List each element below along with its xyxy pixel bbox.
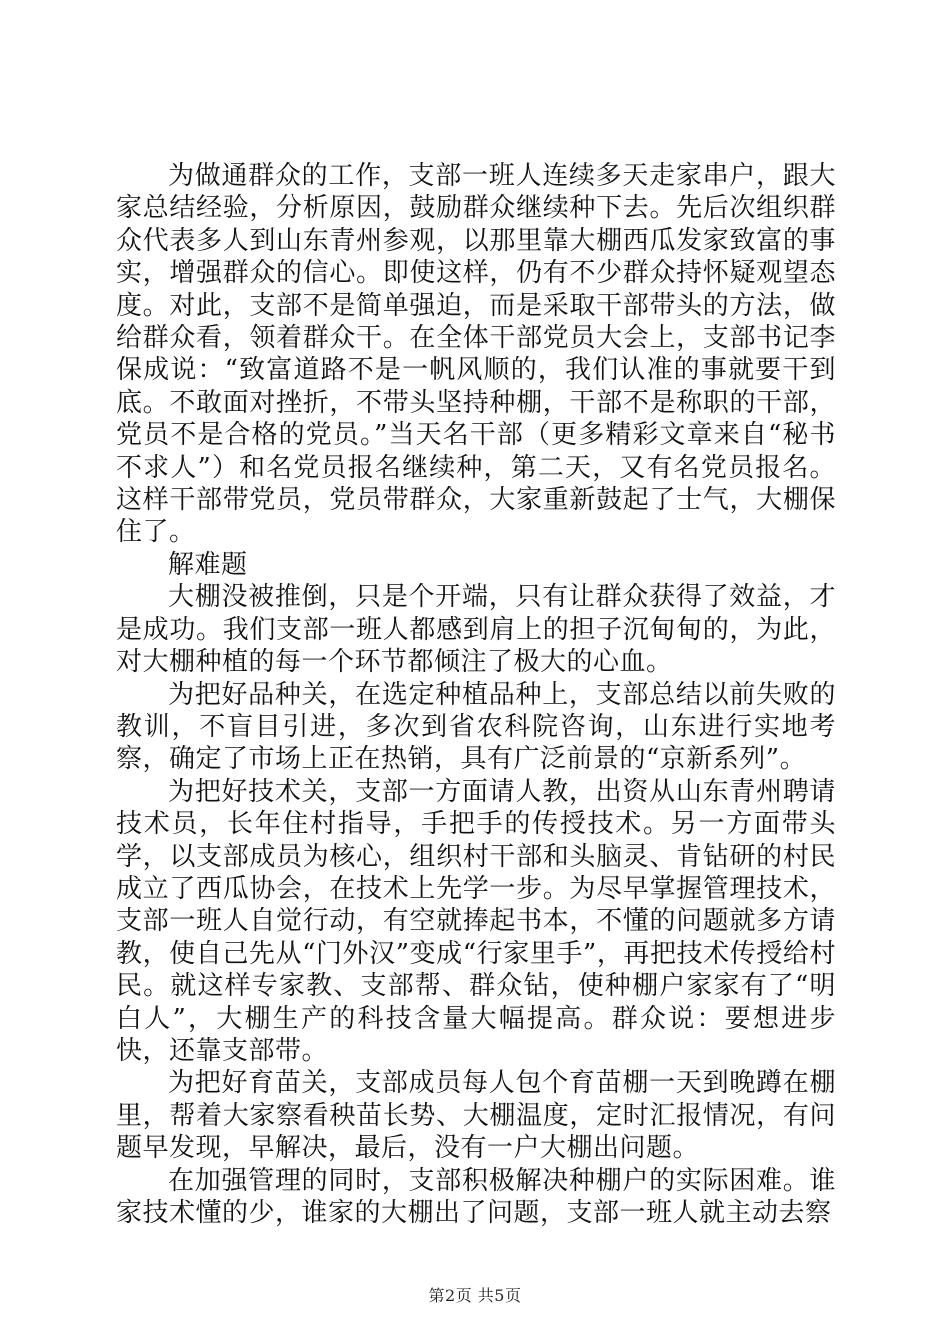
paragraph: 为把好技术关，支部一方面请人教，出资从山东青州聘请技术员，长年住村指导，手把手的传授技术。另一方面带头学，以支部成员为核心，组织村干部和头脑灵、肯钻研的村民成立了西瓜协会，在技术上先学一步。为尽早掌握管理技术，支部一班人自觉行动，有空就捧起书本，不懂的问题就多方请教，使自己先从“门外汉”变成“行家里手”，再把技术传授给村民。就这样专家教、支部帮、群众钻，使种棚户家家有了“明白人”，大棚生产的科技含量大幅提高。群众说：要想进步快，还靠支部带。 — [116, 776, 836, 1066]
paragraph: 大棚没被推倒，只是个开端，只有让群众获得了效益，才是成功。我们支部一班人都感到肩上的担子沉甸甸的，为此，对大棚种植的每一个环节都倾注了极大的心血。 — [116, 582, 836, 678]
paragraph: 为把好育苗关，支部成员每人包个育苗棚一天到晚蹲在棚里，帮着大家察看秧苗长势、大棚温度，定时汇报情况，有问题早发现，早解决，最后，没有一户大棚出问题。 — [116, 1068, 836, 1164]
paragraph: 为把好品种关，在选定种植品种上，支部总结以前失败的教训，不盲目引进，多次到省农科院咨询，山东进行实地考察，确定了市场上正在热销，具有广泛前景的“京新系列”。 — [116, 679, 836, 775]
page-footer: 第2页 共5页 — [428, 1286, 522, 1305]
document-body — [116, 160, 836, 1229]
paragraph: 为做通群众的工作，支部一班人连续多天走家串户，跟大家总结经验，分析原因，鼓励群众继续种下去。先后次组织群众代表多人到山东青州参观，以那里靠大棚西瓜发家致富的事实，增强群众的信心。即使这样，仍有不少群众持怀疑观望态度。对此，支部不是简单强迫，而是采取干部带头的方法，做给群众看，领着群众干。在全体干部党员大会上，支部书记李保成说：“致富道路不是一帆风顺的，我们认准的事就要干到底。不敢面对挫折，不带头坚持种棚，干部不是称职的干部，党员不是合格的党员。”当天名干部（更多精彩文章来自“秘书不求人”）和名党员报名继续种，第二天，又有名党员报名。这样干部带党员，党员带群众，大家重新鼓起了士气，大棚保住了。 — [116, 161, 836, 548]
section-heading: 解难题 — [168, 549, 248, 580]
paragraph: 在加强管理的同时，支部积极解决种棚户的实际困难。谁家技术懂的少，谁家的大棚出了问题，支部一班人就主动去察 — [116, 1165, 836, 1228]
